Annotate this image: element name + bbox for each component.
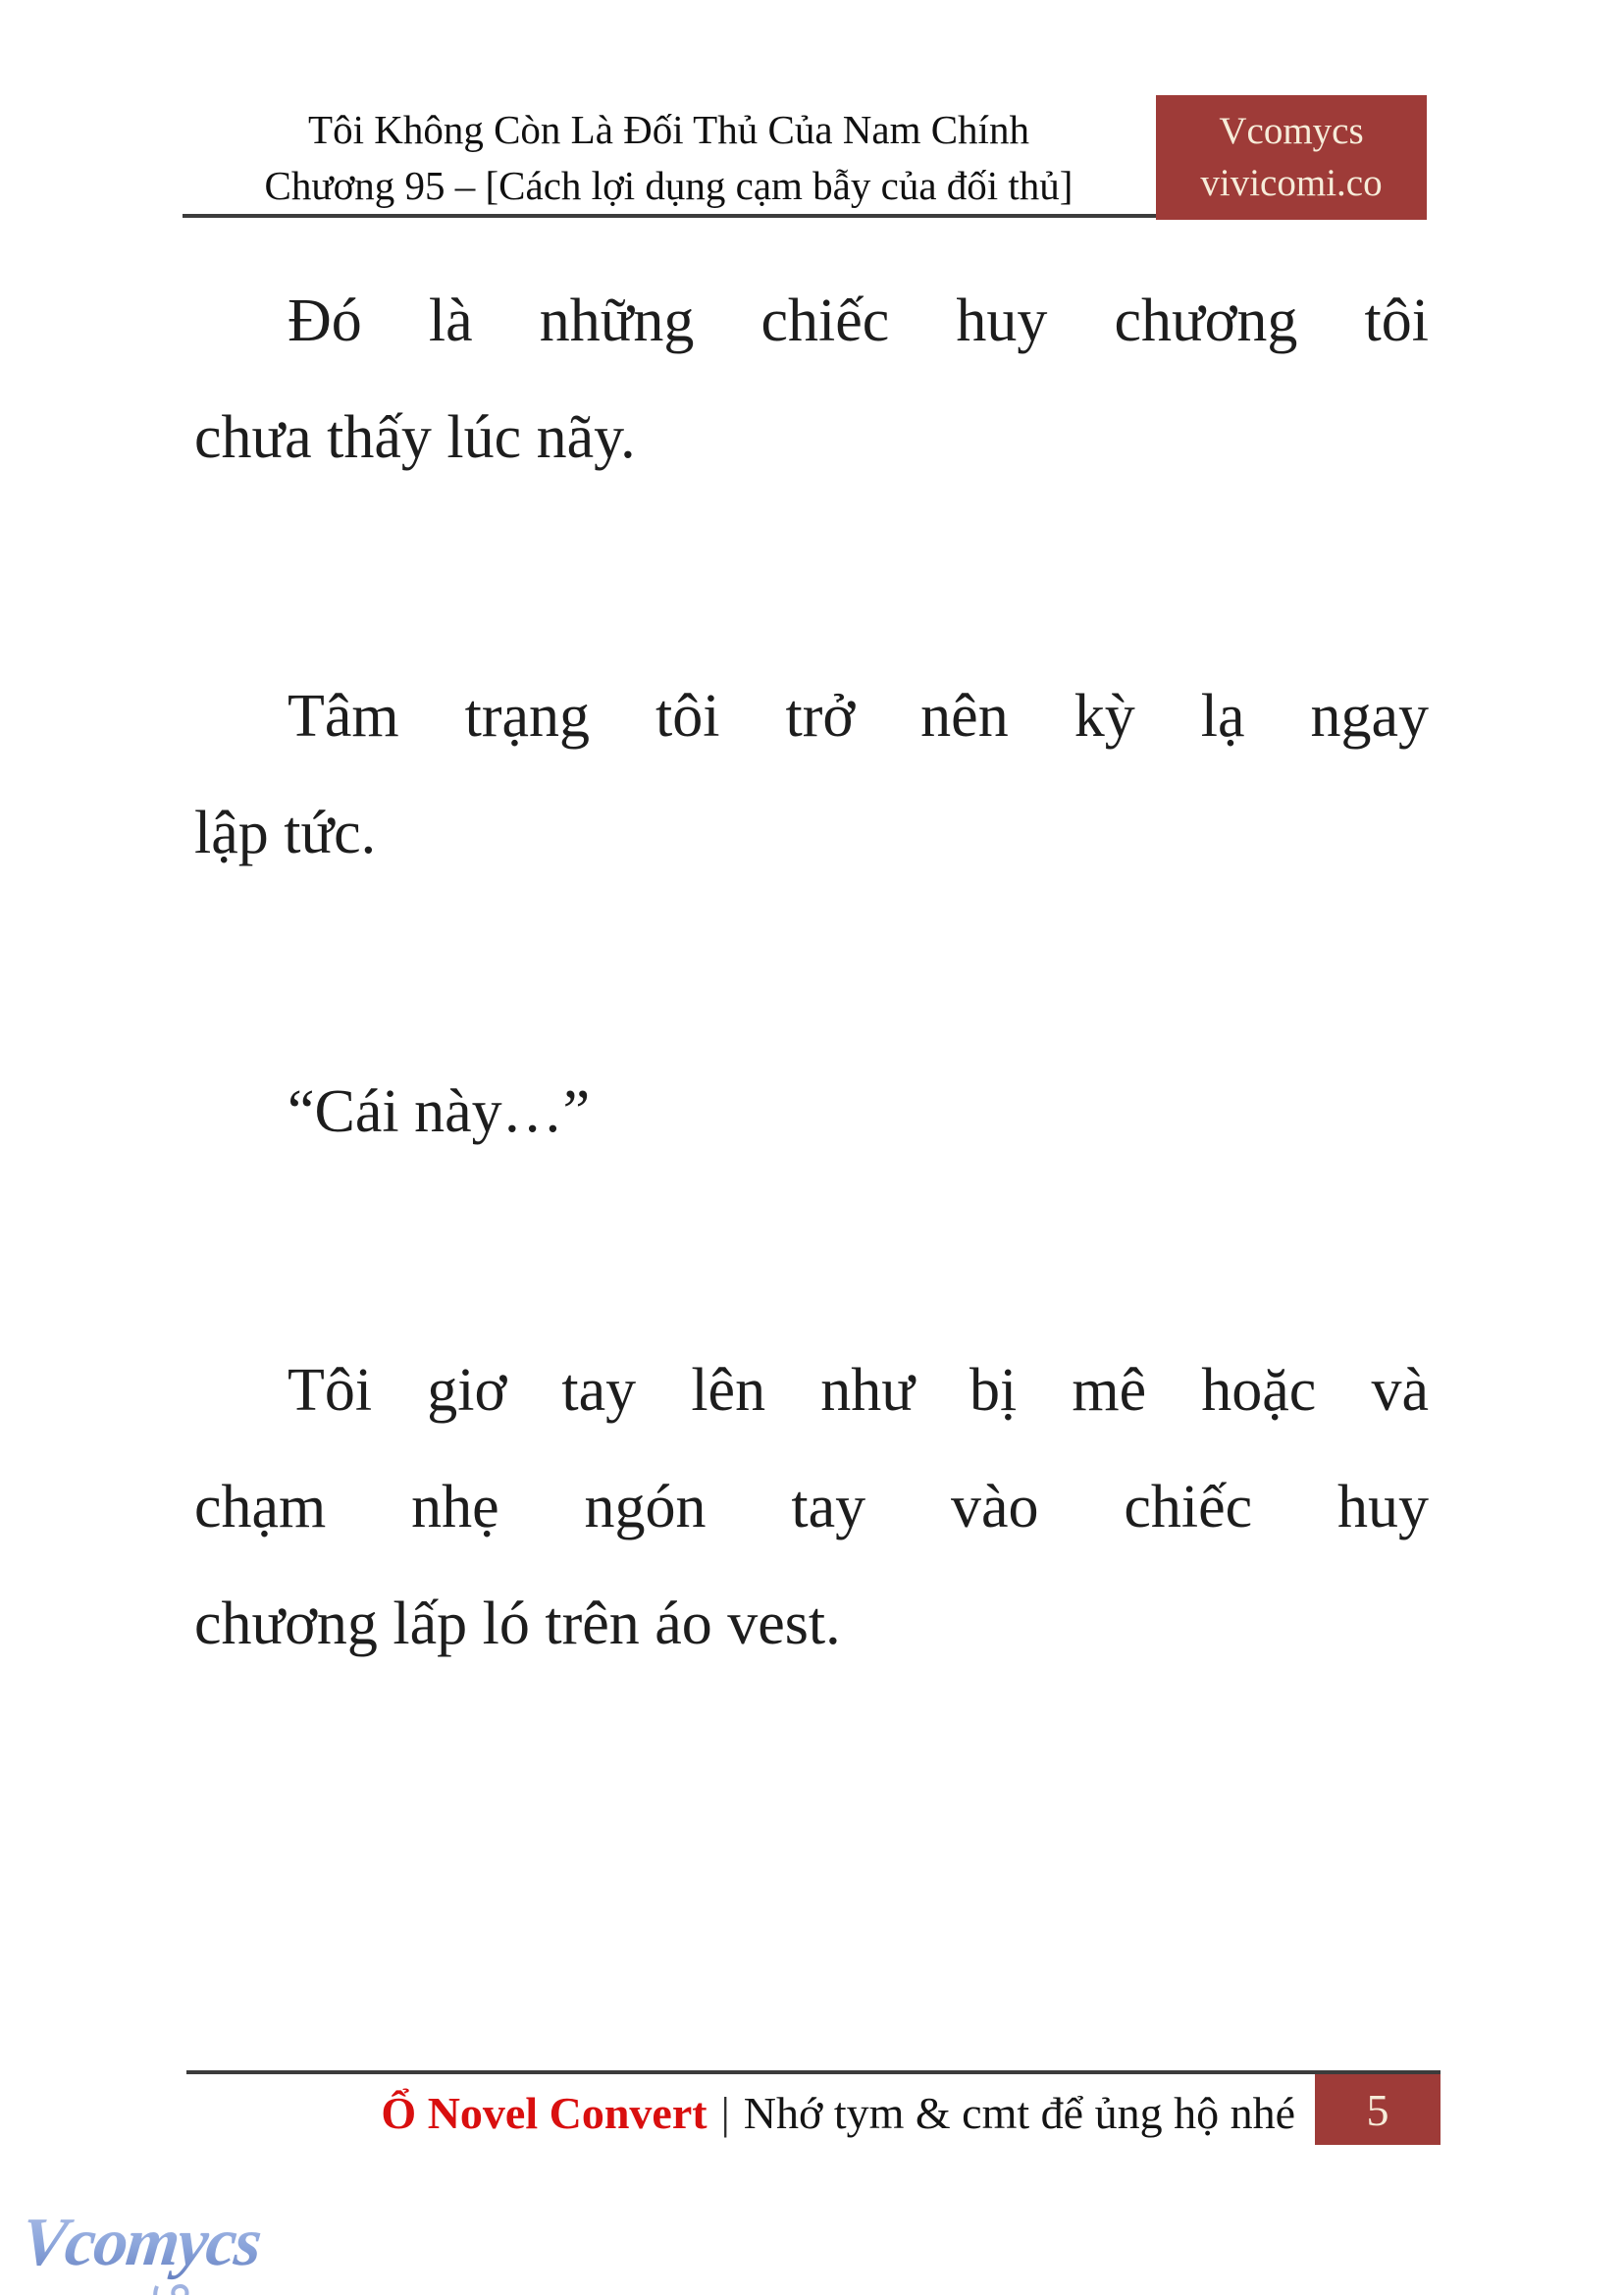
text-line: chưa thấy lúc nãy.	[194, 404, 636, 471]
chapter-title: Chương 95 – [Cách lợi dụng cạm bẫy của đối thủ]	[264, 163, 1074, 208]
footer-credit	[186, 2084, 1295, 2143]
text-line: Đó là những chiếc huy chương tôi	[288, 287, 1429, 354]
paragraph	[194, 263, 1429, 496]
page-number: 5	[1366, 2084, 1389, 2135]
footer-divider	[186, 2070, 1441, 2074]
brand-site: vivicomi.co	[1200, 162, 1383, 204]
text-line: “Cái này…”	[288, 1078, 591, 1145]
header-title-block	[182, 102, 1156, 214]
text-line: Tâm trạng tôi trở nên kỳ lạ ngay	[288, 683, 1429, 750]
credit-message: Nhớ tym & cmt để ủng hộ nhé	[743, 2088, 1295, 2138]
text-line: lập tức.	[194, 800, 377, 866]
brand-name: Vcomycs	[1219, 110, 1364, 152]
novel-title: Tôi Không Còn Là Đối Thủ Của Nam Chính	[308, 107, 1029, 152]
text-line: Tôi giơ tay lên như bị mê hoặc và	[288, 1357, 1429, 1424]
brand-box	[1156, 95, 1427, 220]
paragraph	[194, 1054, 1429, 1171]
text-line: chương lấp ló trên áo vest.	[194, 1591, 841, 1657]
credit-separator: |	[720, 2088, 730, 2138]
body-text	[194, 263, 1429, 1845]
paragraph	[194, 658, 1429, 892]
vcomycs-watermark: Vcomycs	[18, 2205, 264, 2280]
page-number-box	[1315, 2074, 1441, 2145]
paragraph	[194, 1332, 1429, 1683]
text-line: chạm nhẹ ngón tay vào chiếc huy	[194, 1474, 1429, 1540]
credit-brand: Ổ Novel Convert	[381, 2088, 707, 2138]
